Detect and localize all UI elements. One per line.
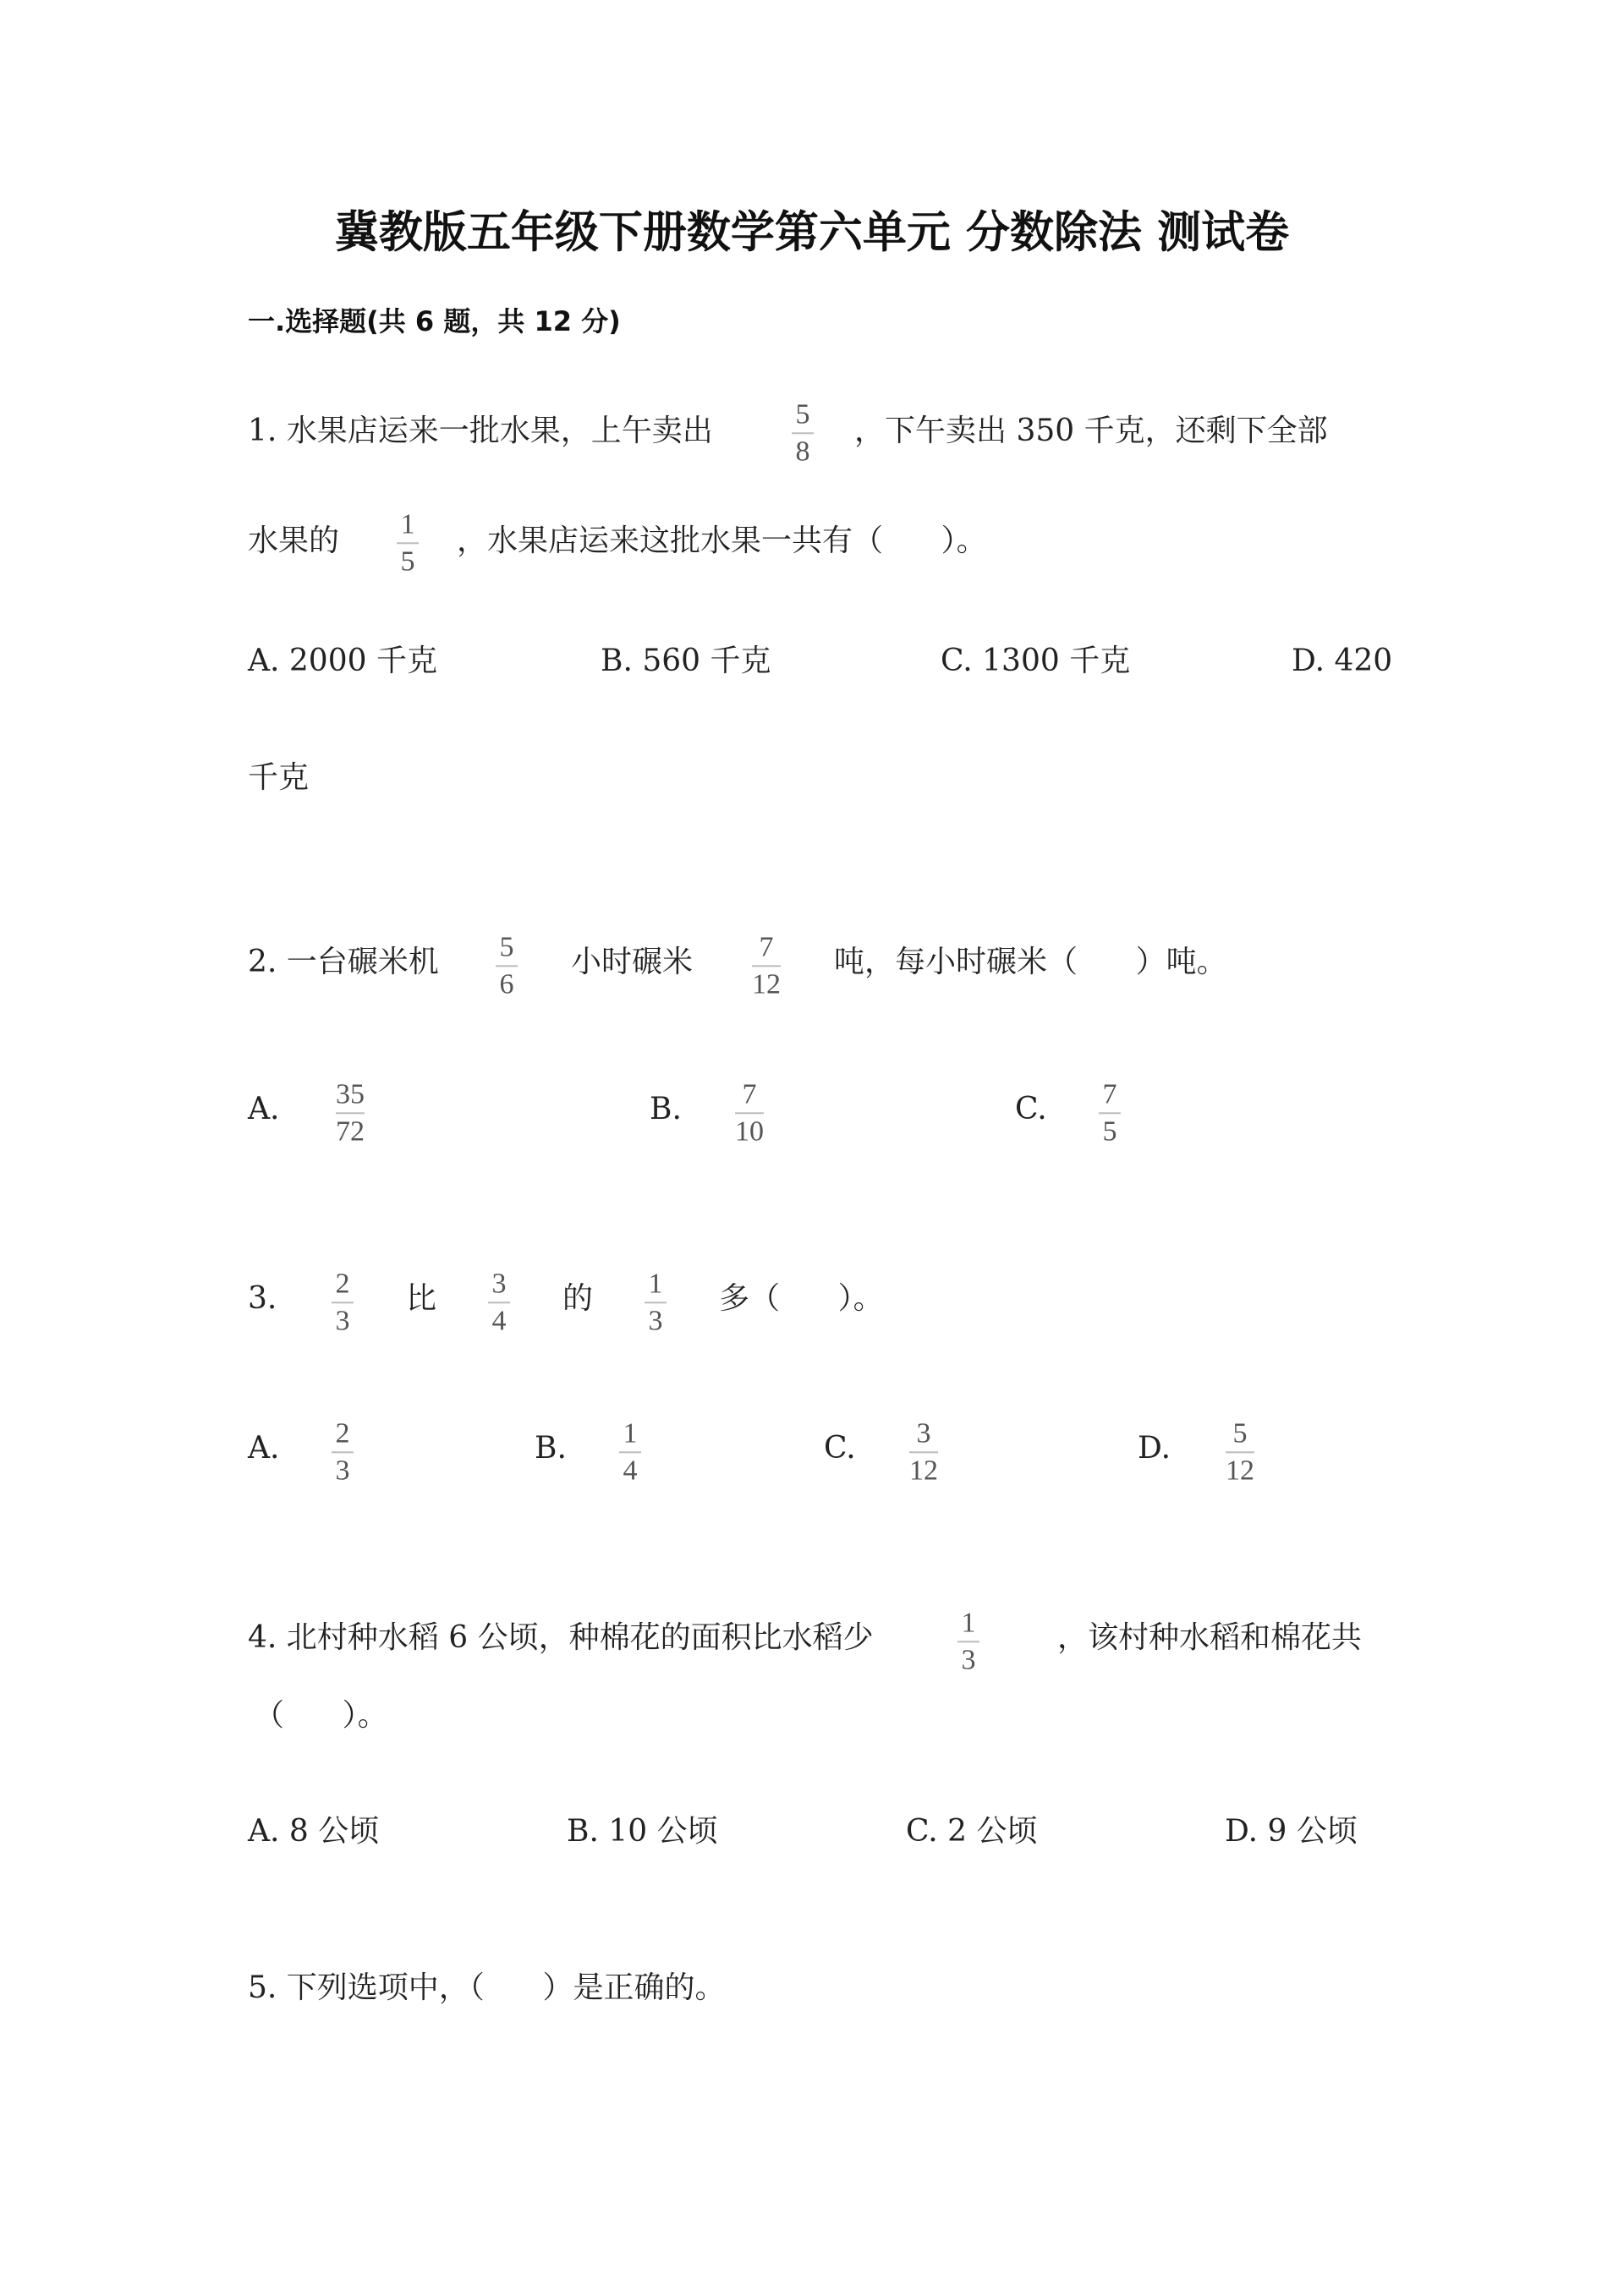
denominator: 12: [1226, 1455, 1254, 1486]
option-d[interactable]: D. 9 公顷: [1225, 1814, 1358, 1849]
numerator: 3: [491, 1268, 507, 1300]
page-title: 冀教版五年级下册数学第六单元 分数除法 测试卷: [334, 207, 1290, 259]
option-c-fraction[interactable]: [909, 1418, 938, 1485]
fraction-bar: [957, 1641, 979, 1642]
question-text: 水果的: [248, 523, 340, 558]
fraction: [496, 932, 518, 999]
numerator: 1: [623, 1417, 638, 1449]
fraction-bar: [336, 1112, 365, 1114]
option-a-fraction[interactable]: [332, 1418, 354, 1485]
question-text: 5. 下列选项中，（ ）是正确的。: [248, 1970, 726, 2005]
denominator: 12: [909, 1455, 938, 1486]
option-c-fraction[interactable]: [1099, 1079, 1121, 1146]
numerator: 35: [336, 1078, 365, 1110]
fraction: [397, 509, 419, 576]
fraction-bar: [792, 432, 814, 434]
fraction-bar: [619, 1451, 641, 1453]
fraction-bar: [397, 542, 419, 544]
fraction-bar: [1099, 1112, 1121, 1114]
fraction: [645, 1269, 667, 1335]
option-b[interactable]: B. 10 公顷: [567, 1814, 718, 1849]
option-a[interactable]: A. 2000 千克: [248, 644, 437, 678]
question-number: 3.: [248, 1281, 277, 1316]
option-c[interactable]: C. 2 公顷: [906, 1814, 1038, 1849]
fraction-bar: [1226, 1451, 1254, 1453]
fraction-bar: [752, 965, 781, 967]
question-text: 比: [406, 1281, 437, 1316]
question-text: 多（ ）。: [719, 1281, 884, 1316]
fraction: [332, 1269, 354, 1335]
fraction: [957, 1608, 979, 1674]
fraction-bar: [909, 1451, 938, 1453]
denominator: 6: [499, 968, 514, 1000]
question-text: 小时碾米: [571, 945, 694, 979]
numerator: 3: [916, 1417, 931, 1449]
question-text: ，下午卖出 350 千克，还剩下全部: [854, 414, 1328, 448]
option-b[interactable]: B.: [650, 1092, 682, 1126]
denominator: 5: [400, 545, 415, 577]
numerator: 1: [648, 1268, 663, 1300]
fraction-bar: [488, 1301, 510, 1303]
section-heading: 一.选择题(共 6 题，共 12 分): [248, 305, 621, 337]
numerator: 5: [499, 931, 514, 963]
option-a[interactable]: A.: [248, 1092, 280, 1126]
fraction-bar: [332, 1301, 354, 1303]
denominator: 3: [648, 1305, 663, 1336]
option-b-fraction[interactable]: [619, 1418, 641, 1485]
denominator: 10: [735, 1115, 764, 1147]
option-a[interactable]: A.: [248, 1431, 280, 1466]
question-text: ，该村种水稻和棉花共: [1057, 1620, 1363, 1655]
fraction: [752, 932, 781, 999]
denominator: 72: [336, 1115, 365, 1147]
option-a[interactable]: A. 8 公顷: [248, 1814, 380, 1849]
question-text: 的: [562, 1281, 594, 1316]
question-text: ，水果店运来这批水果一共有（ ）。: [457, 523, 987, 558]
numerator: 2: [335, 1417, 350, 1449]
numerator: 7: [759, 931, 774, 963]
denominator: 3: [961, 1644, 976, 1675]
fraction-bar: [332, 1451, 354, 1453]
denominator: 4: [623, 1455, 638, 1486]
fraction: [488, 1269, 510, 1335]
option-c[interactable]: C. 1300 千克: [941, 644, 1131, 678]
question-text: 1. 水果店运来一批水果，上午卖出: [248, 414, 713, 448]
fraction: [792, 399, 814, 466]
fraction-bar: [735, 1112, 764, 1114]
numerator: 5: [795, 398, 810, 430]
option-a-fraction[interactable]: [336, 1079, 365, 1146]
fraction-bar: [645, 1301, 667, 1303]
numerator: 1: [400, 508, 415, 540]
numerator: 7: [742, 1078, 757, 1110]
question-text: （ ）。: [254, 1698, 388, 1733]
question-text: 2. 一台碾米机: [248, 945, 439, 979]
option-d-fraction[interactable]: [1226, 1418, 1254, 1485]
denominator: 12: [752, 968, 781, 1000]
option-d[interactable]: D.: [1138, 1431, 1171, 1466]
question-text: 吨，每小时碾米（ ）吨。: [834, 945, 1227, 979]
denominator: 4: [491, 1305, 507, 1336]
numerator: 5: [1232, 1417, 1248, 1449]
option-c[interactable]: C.: [1015, 1092, 1047, 1126]
numerator: 7: [1102, 1078, 1117, 1110]
question-text: 4. 北村种水稻 6 公顷，种棉花的面积比水稻少: [248, 1620, 874, 1655]
denominator: 5: [1102, 1115, 1117, 1147]
denominator: 8: [795, 436, 810, 467]
option-b[interactable]: B.: [535, 1431, 567, 1466]
option-d[interactable]: D. 420: [1292, 644, 1393, 678]
option-c[interactable]: C.: [824, 1431, 856, 1466]
numerator: 2: [335, 1268, 350, 1300]
option-b-fraction[interactable]: [735, 1079, 764, 1146]
numerator: 1: [961, 1607, 976, 1639]
denominator: 3: [335, 1305, 350, 1336]
fraction-bar: [496, 965, 518, 967]
denominator: 3: [335, 1455, 350, 1486]
option-b[interactable]: B. 560 千克: [601, 644, 771, 678]
option-d-wrap: 千克: [248, 760, 310, 795]
